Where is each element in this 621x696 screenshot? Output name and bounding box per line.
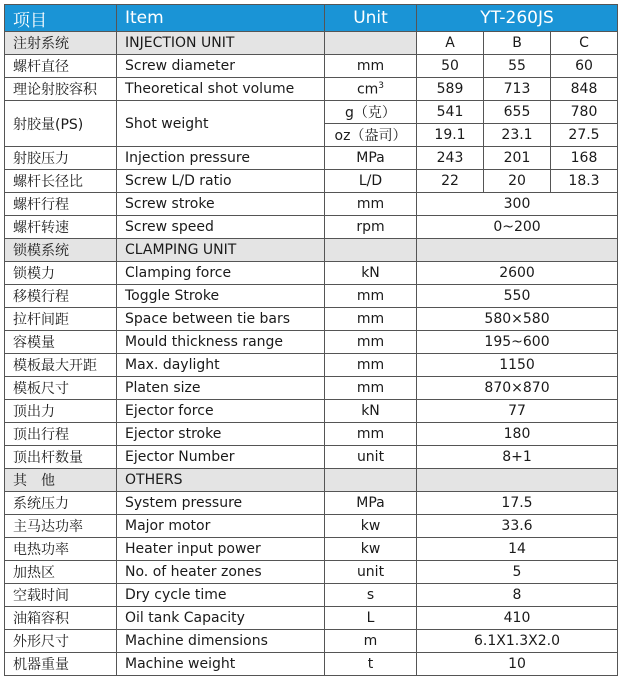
en-label: System pressure	[117, 492, 325, 515]
cn-label: 机器重量	[5, 653, 117, 676]
unit: mm	[325, 55, 417, 78]
en-label: Shot weight	[117, 101, 325, 147]
header-cn-item: 项目	[5, 5, 117, 32]
value-b: 713	[484, 78, 551, 101]
table-row	[5, 78, 618, 101]
en-label: No. of heater zones	[117, 561, 325, 584]
section-injection	[5, 32, 618, 55]
value-c: 27.5	[551, 124, 618, 147]
table-row	[5, 446, 618, 469]
cn-label: 拉杆间距	[5, 308, 117, 331]
value-a: 19.1	[417, 124, 484, 147]
en-label: Theoretical shot volume	[117, 78, 325, 101]
cn-label: 移模行程	[5, 285, 117, 308]
header-unit: Unit	[325, 5, 417, 32]
value: 870×870	[417, 377, 618, 400]
value: 2600	[417, 262, 618, 285]
value: 8	[417, 584, 618, 607]
table-row	[5, 55, 618, 78]
unit: unit	[325, 561, 417, 584]
section-title-en: INJECTION UNIT	[117, 32, 325, 55]
cn-label: 外形尺寸	[5, 630, 117, 653]
table-row	[5, 308, 618, 331]
header-row	[5, 5, 618, 32]
table-row	[5, 170, 618, 193]
value-b: 55	[484, 55, 551, 78]
value: 195~600	[417, 331, 618, 354]
header-model: YT-260JS	[417, 5, 618, 32]
unit: mm	[325, 308, 417, 331]
unit: kw	[325, 515, 417, 538]
value: 580×580	[417, 308, 618, 331]
section-title-en: OTHERS	[117, 469, 325, 492]
table-row	[5, 331, 618, 354]
table-row	[5, 400, 618, 423]
en-label: Toggle Stroke	[117, 285, 325, 308]
table-row	[5, 216, 618, 239]
en-label: Screw diameter	[117, 55, 325, 78]
value: 180	[417, 423, 618, 446]
value-c: 780	[551, 101, 618, 124]
table-row	[5, 607, 618, 630]
value: 5	[417, 561, 618, 584]
value: 410	[417, 607, 618, 630]
en-label: Heater input power	[117, 538, 325, 561]
value: 0~200	[417, 216, 618, 239]
en-label: Major motor	[117, 515, 325, 538]
unit: unit	[325, 446, 417, 469]
value-b: 655	[484, 101, 551, 124]
value: 300	[417, 193, 618, 216]
spec-table	[4, 4, 618, 676]
en-label: Ejector stroke	[117, 423, 325, 446]
en-label: Screw speed	[117, 216, 325, 239]
table-row	[5, 285, 618, 308]
table-row	[5, 354, 618, 377]
table-row	[5, 515, 618, 538]
cn-label: 螺杆转速	[5, 216, 117, 239]
cn-label: 加热区	[5, 561, 117, 584]
en-label: Oil tank Capacity	[117, 607, 325, 630]
section-title-cn: 其 他	[5, 469, 117, 492]
version-b: B	[484, 32, 551, 55]
en-label: Ejector Number	[117, 446, 325, 469]
cn-label: 空载时间	[5, 584, 117, 607]
en-label: Screw L/D ratio	[117, 170, 325, 193]
table-row	[5, 653, 618, 676]
unit: mm	[325, 354, 417, 377]
table-row	[5, 147, 618, 170]
unit: kw	[325, 538, 417, 561]
table-row	[5, 561, 618, 584]
unit: oz（盎司）	[325, 124, 417, 147]
value-c: 18.3	[551, 170, 618, 193]
cn-label: 主马达功率	[5, 515, 117, 538]
en-label: Platen size	[117, 377, 325, 400]
unit: mm	[325, 193, 417, 216]
value-a: 541	[417, 101, 484, 124]
value-a: 22	[417, 170, 484, 193]
unit: m	[325, 630, 417, 653]
value: 77	[417, 400, 618, 423]
unit: kN	[325, 400, 417, 423]
section-title-cn: 锁模系统	[5, 239, 117, 262]
value: 17.5	[417, 492, 618, 515]
table-row	[5, 377, 618, 400]
en-label: Dry cycle time	[117, 584, 325, 607]
section-title-en: CLAMPING UNIT	[117, 239, 325, 262]
unit: mm	[325, 331, 417, 354]
table-row	[5, 101, 618, 124]
en-label: Injection pressure	[117, 147, 325, 170]
header-item: Item	[117, 5, 325, 32]
cn-label: 电热功率	[5, 538, 117, 561]
value: 33.6	[417, 515, 618, 538]
unit: L/D	[325, 170, 417, 193]
cn-label: 模板最大开距	[5, 354, 117, 377]
value: 8+1	[417, 446, 618, 469]
section-clamping	[5, 239, 618, 262]
unit-superscript: 3	[378, 80, 385, 91]
value-a: 589	[417, 78, 484, 101]
table-row	[5, 538, 618, 561]
value-b: 201	[484, 147, 551, 170]
unit: mm	[325, 285, 417, 308]
cn-label: 螺杆长径比	[5, 170, 117, 193]
value: 550	[417, 285, 618, 308]
version-c: C	[551, 32, 618, 55]
cn-label: 油箱容积	[5, 607, 117, 630]
unit: MPa	[325, 492, 417, 515]
cn-label: 射胶量(PS)	[5, 101, 117, 147]
value-b: 23.1	[484, 124, 551, 147]
table-row	[5, 193, 618, 216]
unit: rpm	[325, 216, 417, 239]
value: 14	[417, 538, 618, 561]
unit: $cm^3$	[325, 78, 417, 101]
table-row	[5, 630, 618, 653]
en-label: Machine dimensions	[117, 630, 325, 653]
cn-label: 理论射胶容积	[5, 78, 117, 101]
table-row	[5, 423, 618, 446]
table-row	[5, 492, 618, 515]
unit: kN	[325, 262, 417, 285]
value-a: 243	[417, 147, 484, 170]
unit: mm	[325, 423, 417, 446]
en-label: Clamping force	[117, 262, 325, 285]
value-b: 20	[484, 170, 551, 193]
cn-label: 射胶压力	[5, 147, 117, 170]
version-a: A	[417, 32, 484, 55]
cn-label: 顶出杆数量	[5, 446, 117, 469]
value-c: 168	[551, 147, 618, 170]
cn-label: 系统压力	[5, 492, 117, 515]
unit: mm	[325, 377, 417, 400]
unit: t	[325, 653, 417, 676]
value: 10	[417, 653, 618, 676]
cn-label: 螺杆直径	[5, 55, 117, 78]
en-label: Mould thickness range	[117, 331, 325, 354]
section-title-cn: 注射系统	[5, 32, 117, 55]
en-label: Max. daylight	[117, 354, 325, 377]
value-c: 60	[551, 55, 618, 78]
en-label: Ejector force	[117, 400, 325, 423]
cn-label: 螺杆行程	[5, 193, 117, 216]
value-a: 50	[417, 55, 484, 78]
unit: s	[325, 584, 417, 607]
cn-label: 容模量	[5, 331, 117, 354]
en-label: Space between tie bars	[117, 308, 325, 331]
table-row	[5, 262, 618, 285]
unit: L	[325, 607, 417, 630]
cn-label: 锁模力	[5, 262, 117, 285]
unit: g（克）	[325, 101, 417, 124]
cn-label: 顶出行程	[5, 423, 117, 446]
value-c: 848	[551, 78, 618, 101]
cn-label: 顶出力	[5, 400, 117, 423]
unit: MPa	[325, 147, 417, 170]
en-label: Screw stroke	[117, 193, 325, 216]
en-label: Machine weight	[117, 653, 325, 676]
value: 1150	[417, 354, 618, 377]
table-row	[5, 584, 618, 607]
section-others	[5, 469, 618, 492]
cn-label: 模板尺寸	[5, 377, 117, 400]
value: 6.1X1.3X2.0	[417, 630, 618, 653]
